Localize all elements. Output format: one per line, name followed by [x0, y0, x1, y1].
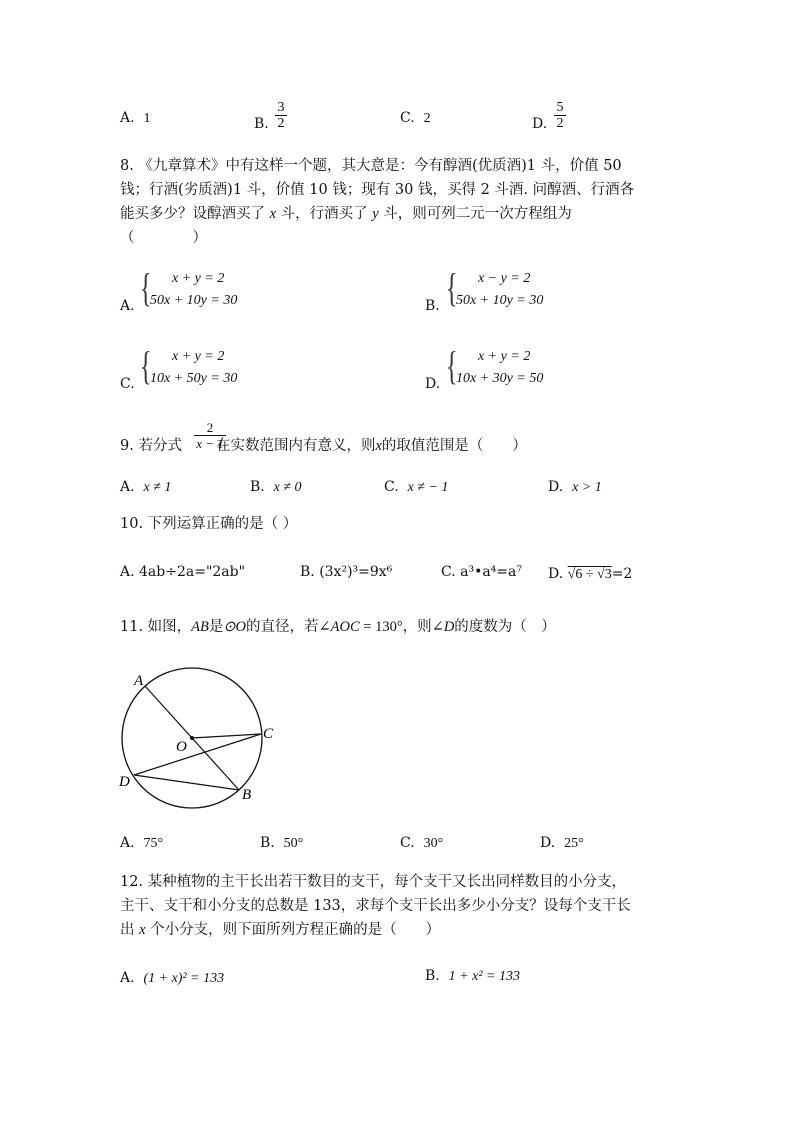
q10-option-c: C. a³•a⁴=a⁷ [441, 564, 522, 580]
center-point [190, 736, 194, 740]
q12-option-a: A. (1 + x)² = 133 [120, 970, 225, 986]
brace-icon: { [446, 265, 458, 310]
q8-stem-line-1: 8. 《九章算术》中有这样一个题，其大意是：今有醇酒(优质酒)1 斗，价值 50 [120, 158, 622, 174]
q8-option-b-system: { x − y = 2 50x + 10y = 30 [446, 265, 544, 310]
q9-option-b: B. x ≠ 0 [250, 479, 302, 495]
q11-option-b: B. 50° [260, 835, 304, 851]
q12-stem-line-3: 出 x 个小分支，则下面所列方程正确的是（ ） [120, 922, 441, 938]
q7-option-d-fraction: 5 2 [553, 100, 567, 131]
q8-option-b-label: B. [425, 298, 440, 314]
q8-option-a-label: A. [120, 298, 135, 314]
q9-option-c: C. x ≠ − 1 [384, 479, 449, 495]
q8-option-c-system: { x + y = 2 10x + 50y = 30 [140, 343, 238, 388]
q12-stem-line-2: 主干、支干和小分支的总数是 133，求每个支干长出多少小分支？设每个支干长 [120, 898, 631, 914]
q9-fraction: 2 x − 1 [193, 420, 227, 451]
q10-option-b: B. (3x²)³=9x⁶ [300, 564, 393, 580]
q9-option-d: D. x > 1 [548, 479, 602, 495]
brace-icon: { [140, 343, 152, 388]
q10-option-a: A. 4ab÷2a="2ab" [120, 564, 246, 580]
q7-option-b-label: B. [254, 116, 269, 132]
label-d: D [119, 774, 130, 790]
q8-option-c-label: C. [120, 376, 135, 392]
q8-option-a-system: { x + y = 2 50x + 10y = 30 [140, 265, 238, 310]
q10-stem: 10. 下列运算正确的是（ ） [120, 516, 298, 532]
q8-option-d-system: { x + y = 2 10x + 30y = 50 [446, 343, 544, 388]
q12-stem-line-1: 12. 某种植物的主干长出若干数目的支干，每个支干又长出同样数目的小分支， [120, 874, 627, 890]
chord-db [134, 775, 239, 790]
q7-option-c: C. 2 [400, 110, 431, 126]
q11-option-d: D. 25° [540, 835, 584, 851]
q10-option-d: D. √6 ÷ √3=2 [548, 566, 633, 582]
brace-icon: { [446, 343, 458, 388]
q12-option-b: B. 1 + x² = 133 [425, 968, 520, 984]
q8-answer-blank: （ ） [120, 230, 207, 246]
q11-stem: 11. 如图，AB是⊙O的直径，若∠AOC = 130°，则∠D的度数为（ ） [120, 619, 556, 635]
chord-dc [134, 734, 261, 775]
q9-option-a: A. x ≠ 1 [120, 479, 172, 495]
q7-option-b-fraction: 3 2 [274, 100, 288, 131]
circle-figure [112, 666, 292, 816]
q8-stem-line-2: 钱；行酒(劣质酒)1 斗，价值 10 钱；现有 30 钱，买得 2 斗酒. 问醇酒、行酒各 [120, 182, 635, 198]
q8-option-d-label: D. [425, 376, 441, 392]
q7-option-a: A. 1 [120, 110, 151, 126]
q11-option-c: C. 30° [400, 835, 444, 851]
q8-stem-line-3: 能买多少？设醇酒买了 x 斗，行酒买了 y 斗，则可列二元一次方程组为 [120, 206, 572, 222]
q11-option-a: A. 75° [120, 835, 164, 851]
label-a: A [134, 673, 144, 689]
q7-option-d-label: D. [532, 116, 548, 132]
label-b: B [242, 787, 252, 803]
label-o: O [176, 739, 187, 755]
label-c: C [263, 726, 274, 742]
q9-stem: 9. 若分式 在实数范围内有意义，则x的取值范围是（ ） [120, 438, 527, 454]
brace-icon: { [140, 265, 152, 310]
